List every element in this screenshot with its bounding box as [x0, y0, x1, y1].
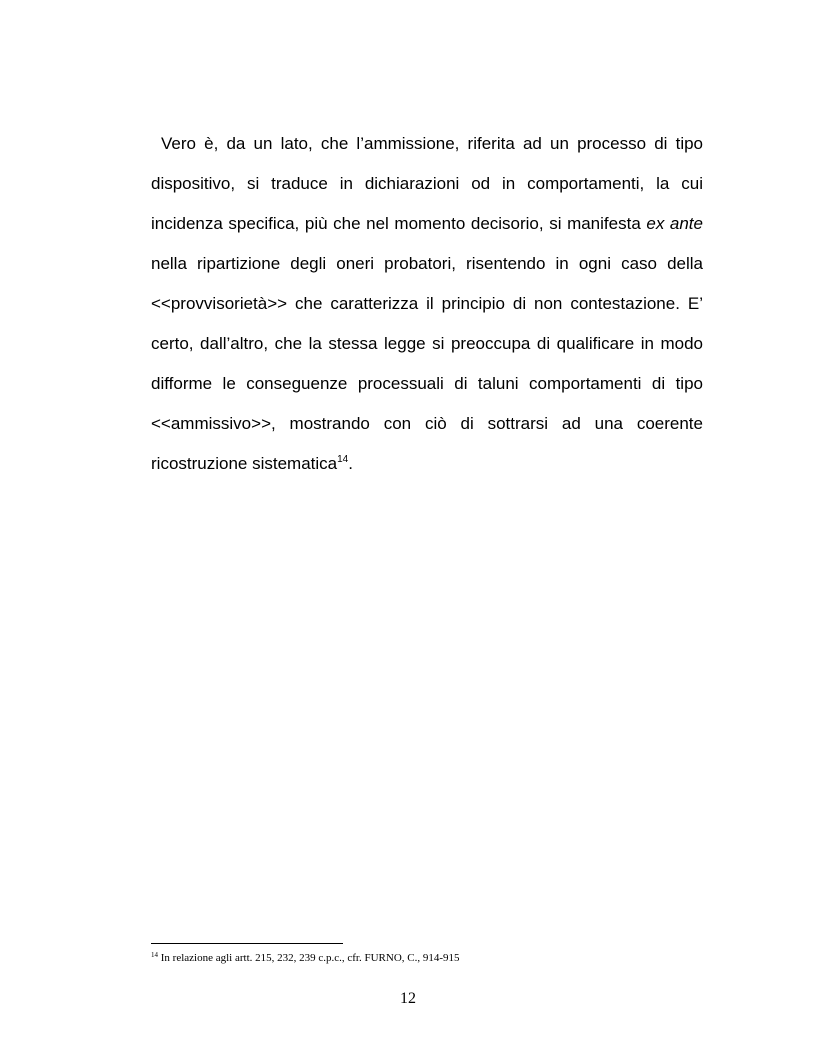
page-number: 12 [400, 990, 416, 1007]
paragraph-end: . [348, 454, 353, 473]
footnote-text: In relazione agli artt. 215, 232, 239 c.p.c., cfr. FURNO, C., 914-915 [158, 952, 460, 964]
footnote-separator [151, 943, 343, 944]
paragraph-text-1: Vero è, da un lato, che l’ammissione, riferita ad un processo di tipo dispositivo, si traduce in dichiarazioni od in comportamenti, la cui incidenza specifica, più che nel momento decisorio, si manifesta [151, 134, 703, 233]
footnote-number: 14 [151, 951, 158, 959]
footnote [151, 950, 711, 966]
footnote-reference: 14 [337, 454, 349, 465]
paragraph-italic-phrase: ex ante [646, 214, 703, 233]
paragraph-text-2: nella ripartizione degli oneri probatori, risentendo in ogni caso della <<provvisorietà>> che caratterizza il principio di non contestazione. E’ certo, dall’altro, che la stessa legge si preoccupa di qualificare in modo difforme le conseguenze processuali di taluni comportamenti di tipo <<ammissivo>>, mostrando con ciò di sottrarsi ad una coerente ricostruzione sistematica [151, 254, 703, 473]
body-paragraph [151, 124, 703, 484]
